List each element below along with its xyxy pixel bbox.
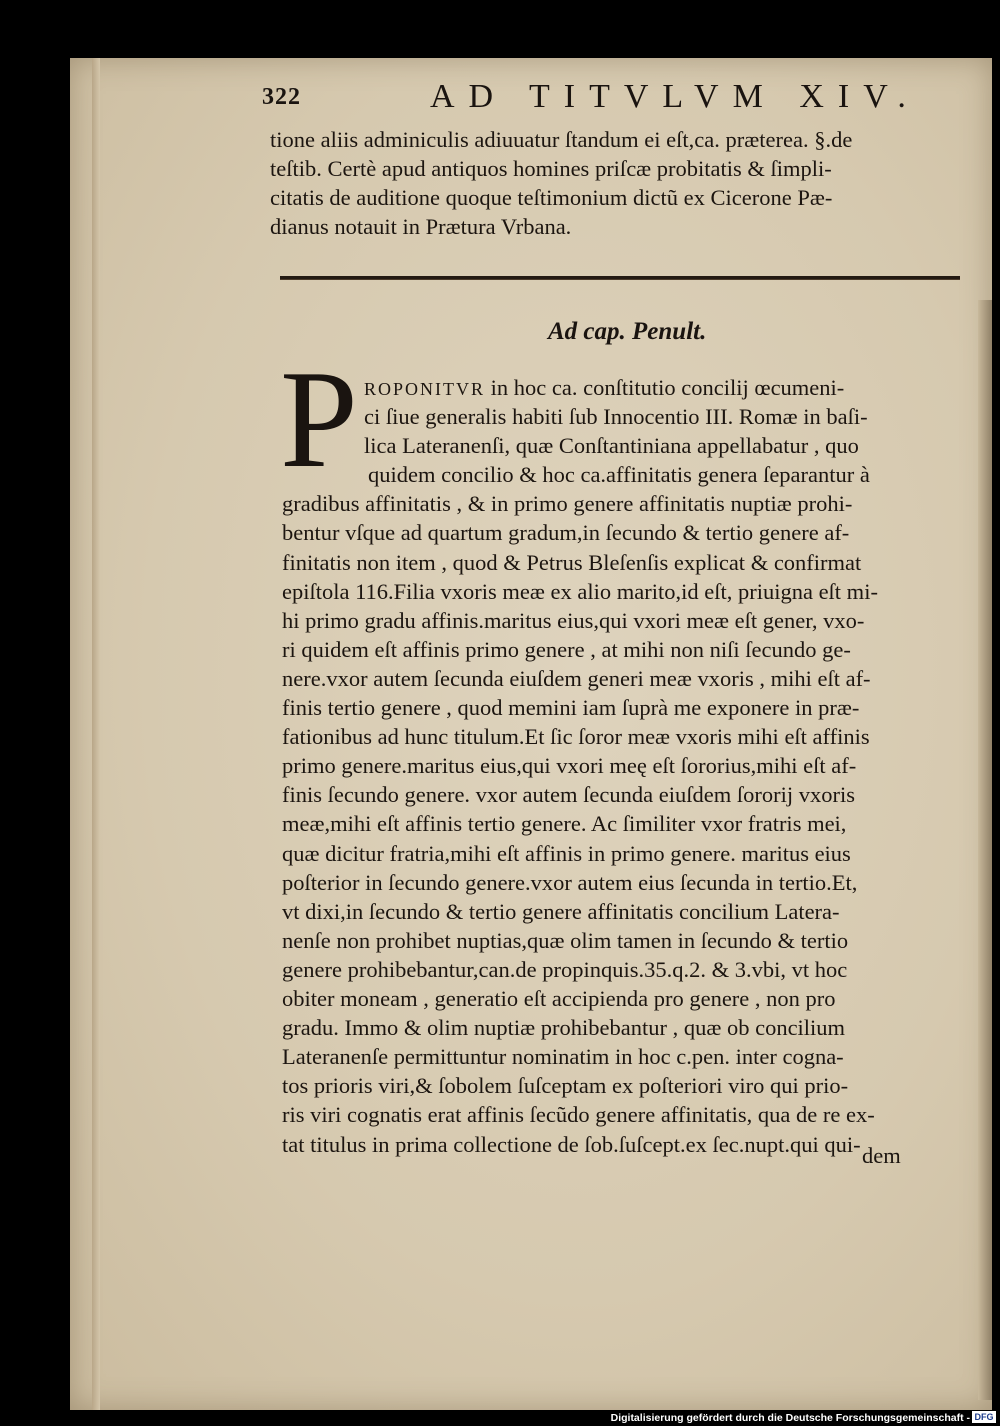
text-line: epiſtola 116.Filia vxoris meæ ex alio marito,id eſt, priuigna eſt mi- bbox=[282, 578, 878, 604]
text-line: vt dixi,in ſecundo & tertio genere affinitatis concilium Latera- bbox=[282, 898, 840, 924]
text-line: finitatis non item , quod & Petrus Bleſenſis explicat & confirmat bbox=[282, 549, 862, 575]
text-line: poſterior in ſecundo genere.vxor autem eius ſecunda in tertio.Et, bbox=[282, 869, 858, 895]
text-line: finis ſecundo genere. vxor autem ſecunda eiuſdem ſororij vxoris bbox=[282, 782, 855, 808]
catchword: dem bbox=[862, 1143, 901, 1168]
drop-cap-initial: P bbox=[280, 342, 358, 497]
text-line: meæ,mihi eſt affinis tertio genere. Ac ſimiliter vxor fratris mei, bbox=[282, 811, 847, 837]
text-line: nere.vxor autem ſecunda eiuſdem generi meæ vxoris , mihi eſt af- bbox=[282, 665, 871, 691]
text-line: teſtib. Certè apud antiquos homines priſcæ probitatis & ſimpli- bbox=[270, 156, 832, 181]
text-line: dianus notauit in Prætura Vrbana. bbox=[270, 214, 572, 239]
text-line: genere prohibebantur,can.de propinquis.35.q.2. & 3.vbi, vt hoc bbox=[282, 956, 848, 982]
text-line: quæ dicitur fratria,mihi eſt affinis in primo genere. maritus eius bbox=[282, 840, 851, 866]
page-fore-edge bbox=[978, 300, 992, 1400]
text-line: tos prioris viri,& ſobolem ſuſceptam ex poſteriori viro qui prio- bbox=[282, 1073, 849, 1099]
text-line: hi primo gradu affinis.maritus eius,qui vxori meæ eſt gener, vxo- bbox=[282, 607, 865, 633]
text-line: Lateranenſe permittuntur nominatim in hoc c.pen. inter cognа- bbox=[282, 1044, 844, 1070]
opening-word: ROPONITVR bbox=[364, 379, 486, 399]
opening-line-rest: in hoc ca. conſtitutio concilij œcumeni- bbox=[485, 375, 845, 400]
text-line: ris viri cognatis erat affinis ſecũdo genere affinitatis, qua de re ex- bbox=[282, 1102, 875, 1128]
text-line: bentur vſque ad quartum gradum,in ſecundo & tertio genere af- bbox=[282, 520, 850, 546]
text-line: lica Lateranenſi, quæ Conſtantiniana appellabatur , quo bbox=[364, 433, 859, 459]
running-title: AD TITVLVM XIV. bbox=[430, 78, 920, 115]
text-line: citatis de auditione quoque teſtimonium dictũ ex Cicerone Pæ- bbox=[270, 185, 833, 210]
text-line: quidem concilio & hoc ca.affinitatis genera ſeparantur à bbox=[368, 462, 870, 488]
text-line: primo genere.maritus eius,qui vxori meę eſt ſororius,mihi eſt af- bbox=[282, 753, 857, 779]
dfg-logo: DFG bbox=[972, 1411, 996, 1423]
page-gutter bbox=[92, 58, 100, 1410]
text-line: ci ſiue generalis habiti ſub Innocentio III. Romæ in baſi- bbox=[364, 404, 868, 429]
text-line: obiter moneam , generatio eſt accipienda pro genere , non pro bbox=[282, 986, 836, 1011]
page-header bbox=[262, 78, 920, 118]
text-line: gradibus affinitatis , & in primo genere affinitatis nuptiæ prohi- bbox=[282, 491, 853, 517]
text-line: gradu. Immo & olim nuptiæ prohibebantur , quæ ob concilium bbox=[282, 1015, 846, 1041]
text-line: tione aliis adminiculis adiuuatur ſtandum ei eſt,ca. præterea. §.de bbox=[270, 127, 853, 152]
page-number: 322 bbox=[262, 84, 301, 110]
section-heading: Ad cap. Penult. bbox=[548, 318, 707, 345]
text-line: tat titulus in prima collectione de ſob.ſuſcept.ex ſec.nupt.qui qui- bbox=[282, 1131, 861, 1157]
text-line: finis tertio genere , quod memini iam ſuprà me exponere in præ- bbox=[282, 695, 860, 720]
text-line: ri quidem eſt affinis primo genere , at mihi non niſi ſecundo ge- bbox=[282, 636, 851, 662]
section-divider-rule bbox=[280, 276, 960, 280]
text-line: nenſe non prohibet nuptias,quæ olim tamen in ſecundo & tertio bbox=[282, 927, 849, 953]
text-line bbox=[364, 374, 844, 402]
text-line: fationibus ad hunc titulum.Et ſic ſoror meæ vxoris mihi eſt affinis bbox=[282, 724, 870, 750]
funding-credit: Digitalisierung gefördert durch die Deutsche Forschungsgemeinschaft - bbox=[610, 1412, 970, 1424]
